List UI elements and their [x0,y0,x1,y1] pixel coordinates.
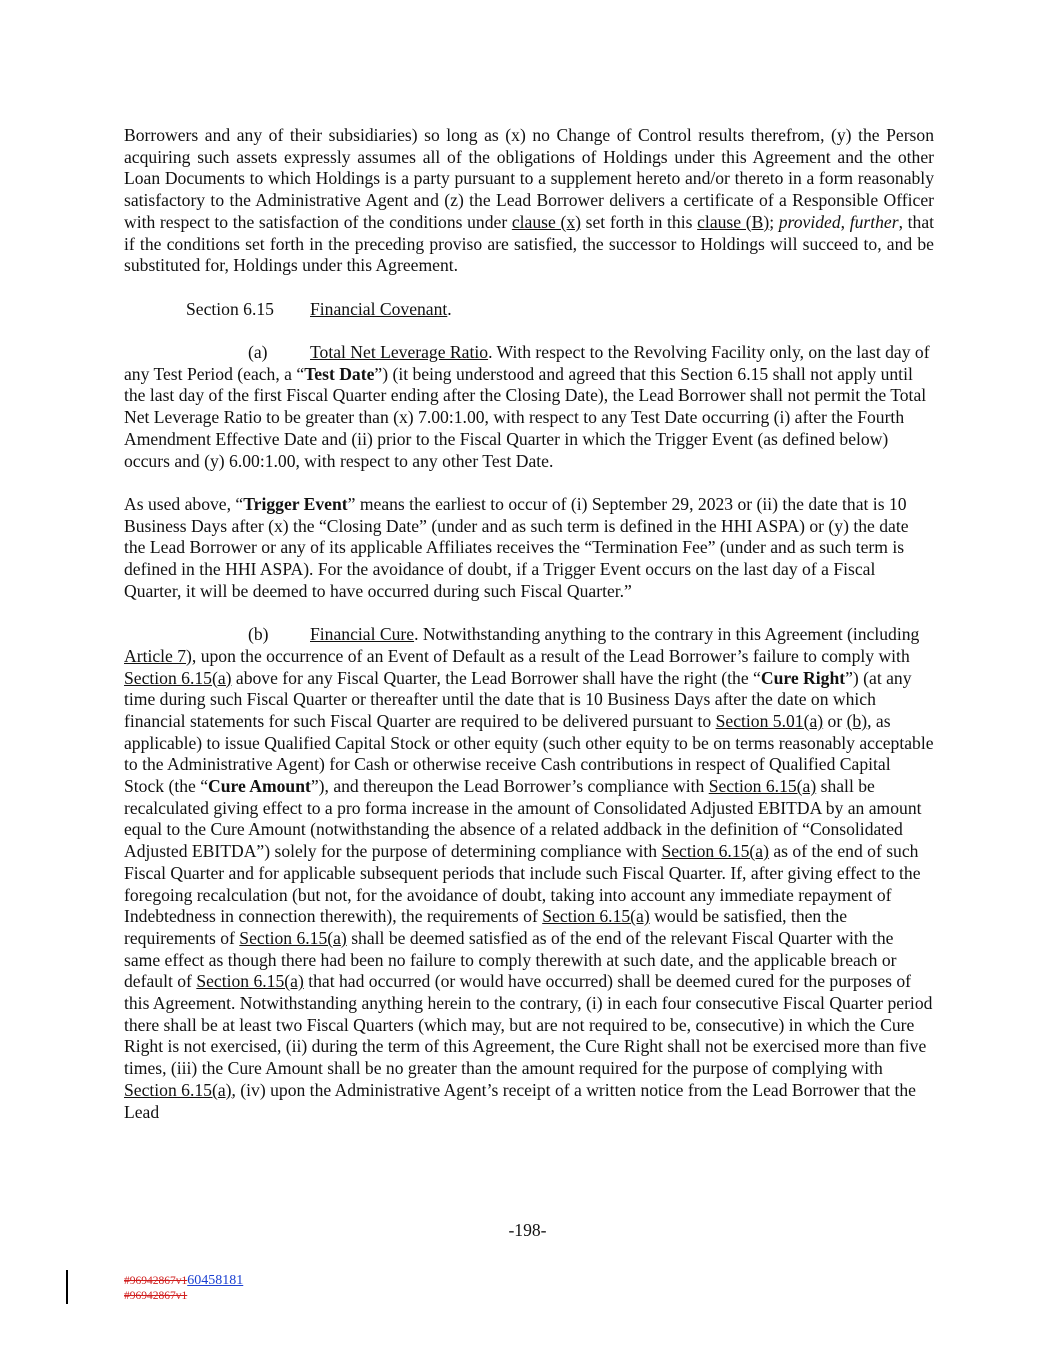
paragraph-b: (b) Financial Cure. Notwithstanding anything to the contrary in this Agreement (including Article 7), upon the occurrence of an Event of Default as a result of the Lead Borrower’s failure to comply with Section 6.15(a) above for any Fiscal Quarter, the Lead Borrower shall have the right (the “Cure Right”) (at any time during such Fiscal Quarter or thereafter until the date that is 10 Business Days after the date on which financial statements for such Fiscal Quarter are required to be delivered pursuant to Section 5.01(a) or (b), as applicable) to issue Qualified Capital Stock or other equity (such other equity to be on terms reasonably acceptable to the Administrative Agent) for Cash or otherwise receive Cash contributions in respect of Qualified Capital Stock (the “Cure Amount”), and thereupon the Lead Borrower’s compliance with Section 6.15(a) shall be recalculated giving effect to a pro forma increase in the amount of Consolidated Adjusted EBITDA by an amount equal to the Cure Amount (notwithstanding the absence of a related addback in the definition of “Consolidated Adjusted EBITDA”) solely for the purpose of determining compliance with Section 6.15(a) as of the end of such Fiscal Quarter and for applicable subsequent periods that include such Fiscal Quarter. If, after giving effect to the foregoing recalculation (but not, for the avoidance of doubt, taking into account any immediate repayment of Indebtedness in connection therewith), the requirements of Section 6.15(a) would be satisfied, then the requirements of Section 6.15(a) shall be deemed satisfied as of the end of the relevant Fiscal Quarter with the same effect as though there had been no failure to comply therewith at such date, and the applicable breach or default of Section 6.15(a) that had occurred (or would have occurred) shall be deemed cured for the purposes of this Agreement. Notwithstanding anything herein to the contrary, (i) in each four consecutive Fiscal Quarter period there shall be at least two Fiscal Quarters (which may, but are not required to be, consecutive) in which the Cure Right is not exercised, (ii) during the term of this Agreement, the Cure Right shall not be exercised more than five times, (iii) the Cure Amount shall be no greater than the amount required for the purpose of complying with Section 6.15(a), (iv) upon the Administrative Agent’s receipt of a written notice from the Lead Borrower that the Lead [124,624,934,1122]
paragraph-a-title: Total Net Leverage Ratio [310,342,489,362]
section-heading: Section 6.15 Financial Covenant. [186,298,452,319]
section-ref: Section 6.15(a) [708,776,817,797]
paragraph-trigger-event: As used above, “Trigger Event” means the earliest to occur of (i) September 29, 2023 or (ii) the date that is 10 Business Days after (x) the “Closing Date” (under and as such term is defined in the HHI ASPA) or (y) the date the Lead Borrower or any of its applicable Affiliates receives the “Termination Fee” (under and as such term is defined in the HHI ASPA). For the avoidance of doubt, if a Trigger Event occurs on the last day of a Fiscal Quarter, it will be deemed to have occurred during such Fiscal Quarter.” [124,493,909,601]
footer-line-1 [124,1273,243,1289]
deleted-doc-id: #96942867v1 [124,1290,188,1302]
inserted-doc-id: 60458181 [187,1273,244,1288]
paragraph-b-title: Financial Cure [310,624,415,645]
section-ref: Section 6.15(a) [196,971,304,992]
trigger-event-term: Trigger Event [243,493,348,514]
cure-amount-term: Cure Amount [208,776,311,797]
paragraph-a: (a) Total Net Leverage Ratio. With respect to the Revolving Facility only, on the last day of any Test Period (each, a “Test Date”) (it being understood and agreed that this Section 6.15 shall not apply until the last day of the first Fiscal Quarter ending after the Closing Date), the Lead Borrower shall not permit the Total Net Leverage Ratio to be greater than (x) 7.00:1.00, with respect to any Test Date occurring (i) after the Fourth Amendment Effective Date and (ii) prior to the Fiscal Quarter in which the Trigger Event (as defined below) occurs and (y) 6.00:1.00, with respect to any other Test Date. [124,342,930,471]
section-ref: Section 6.15(a) [124,1079,232,1100]
cure-right-term: Cure Right [760,667,846,688]
section-title: Financial Covenant [310,298,448,319]
section-number: Section 6.15 [186,298,274,319]
section-ref: Section 6.15(a) [239,927,347,948]
clause-b-ref: clause (B) [697,211,770,232]
clause-x-ref: clause (x) [511,211,581,232]
footer-line-2 [124,1289,243,1304]
section-ref: Section 6.15(a) [542,906,650,927]
section-ref: Section 6.15(a) [124,667,232,688]
test-date-term: Test Date [304,363,375,384]
document-id-footer [124,1273,243,1304]
paragraph-b-number: (b) [248,624,269,645]
page-number: -198- [508,1220,547,1240]
section-ref: (b) [846,710,868,731]
section-ref: Section 5.01(a) [715,710,824,731]
section-ref: Section 6.15(a) [661,841,769,862]
paragraph-a-number: (a) [248,342,268,362]
change-bar [66,1270,68,1304]
deleted-doc-id: #96942867v1 [124,1275,188,1287]
paragraph-intro: Borrowers and any of their subsidiaries) so long as (x) no Change of Control results therefrom, (y) the Person acquiring such assets expressly assumes all of the obligations of Holdings under this Agreement and the other Loan Documents to which Holdings is a party pursuant to a supplement hereto and/or thereto in a form reasonably satisfactory to the Administrative Agent and (z) the Lead Borrower delivers a certificate of a Responsible Officer with respect to the satisfaction of the conditions under clause (x) set forth in this clause (B); provided, further, that if the conditions set forth in the preceding proviso are satisfied, the successor to Holdings will succeed to, and be substituted for, Holdings under this Agreement. [124,125,935,276]
article-7-ref: Article 7 [124,645,187,666]
document-body [124,125,934,1123]
